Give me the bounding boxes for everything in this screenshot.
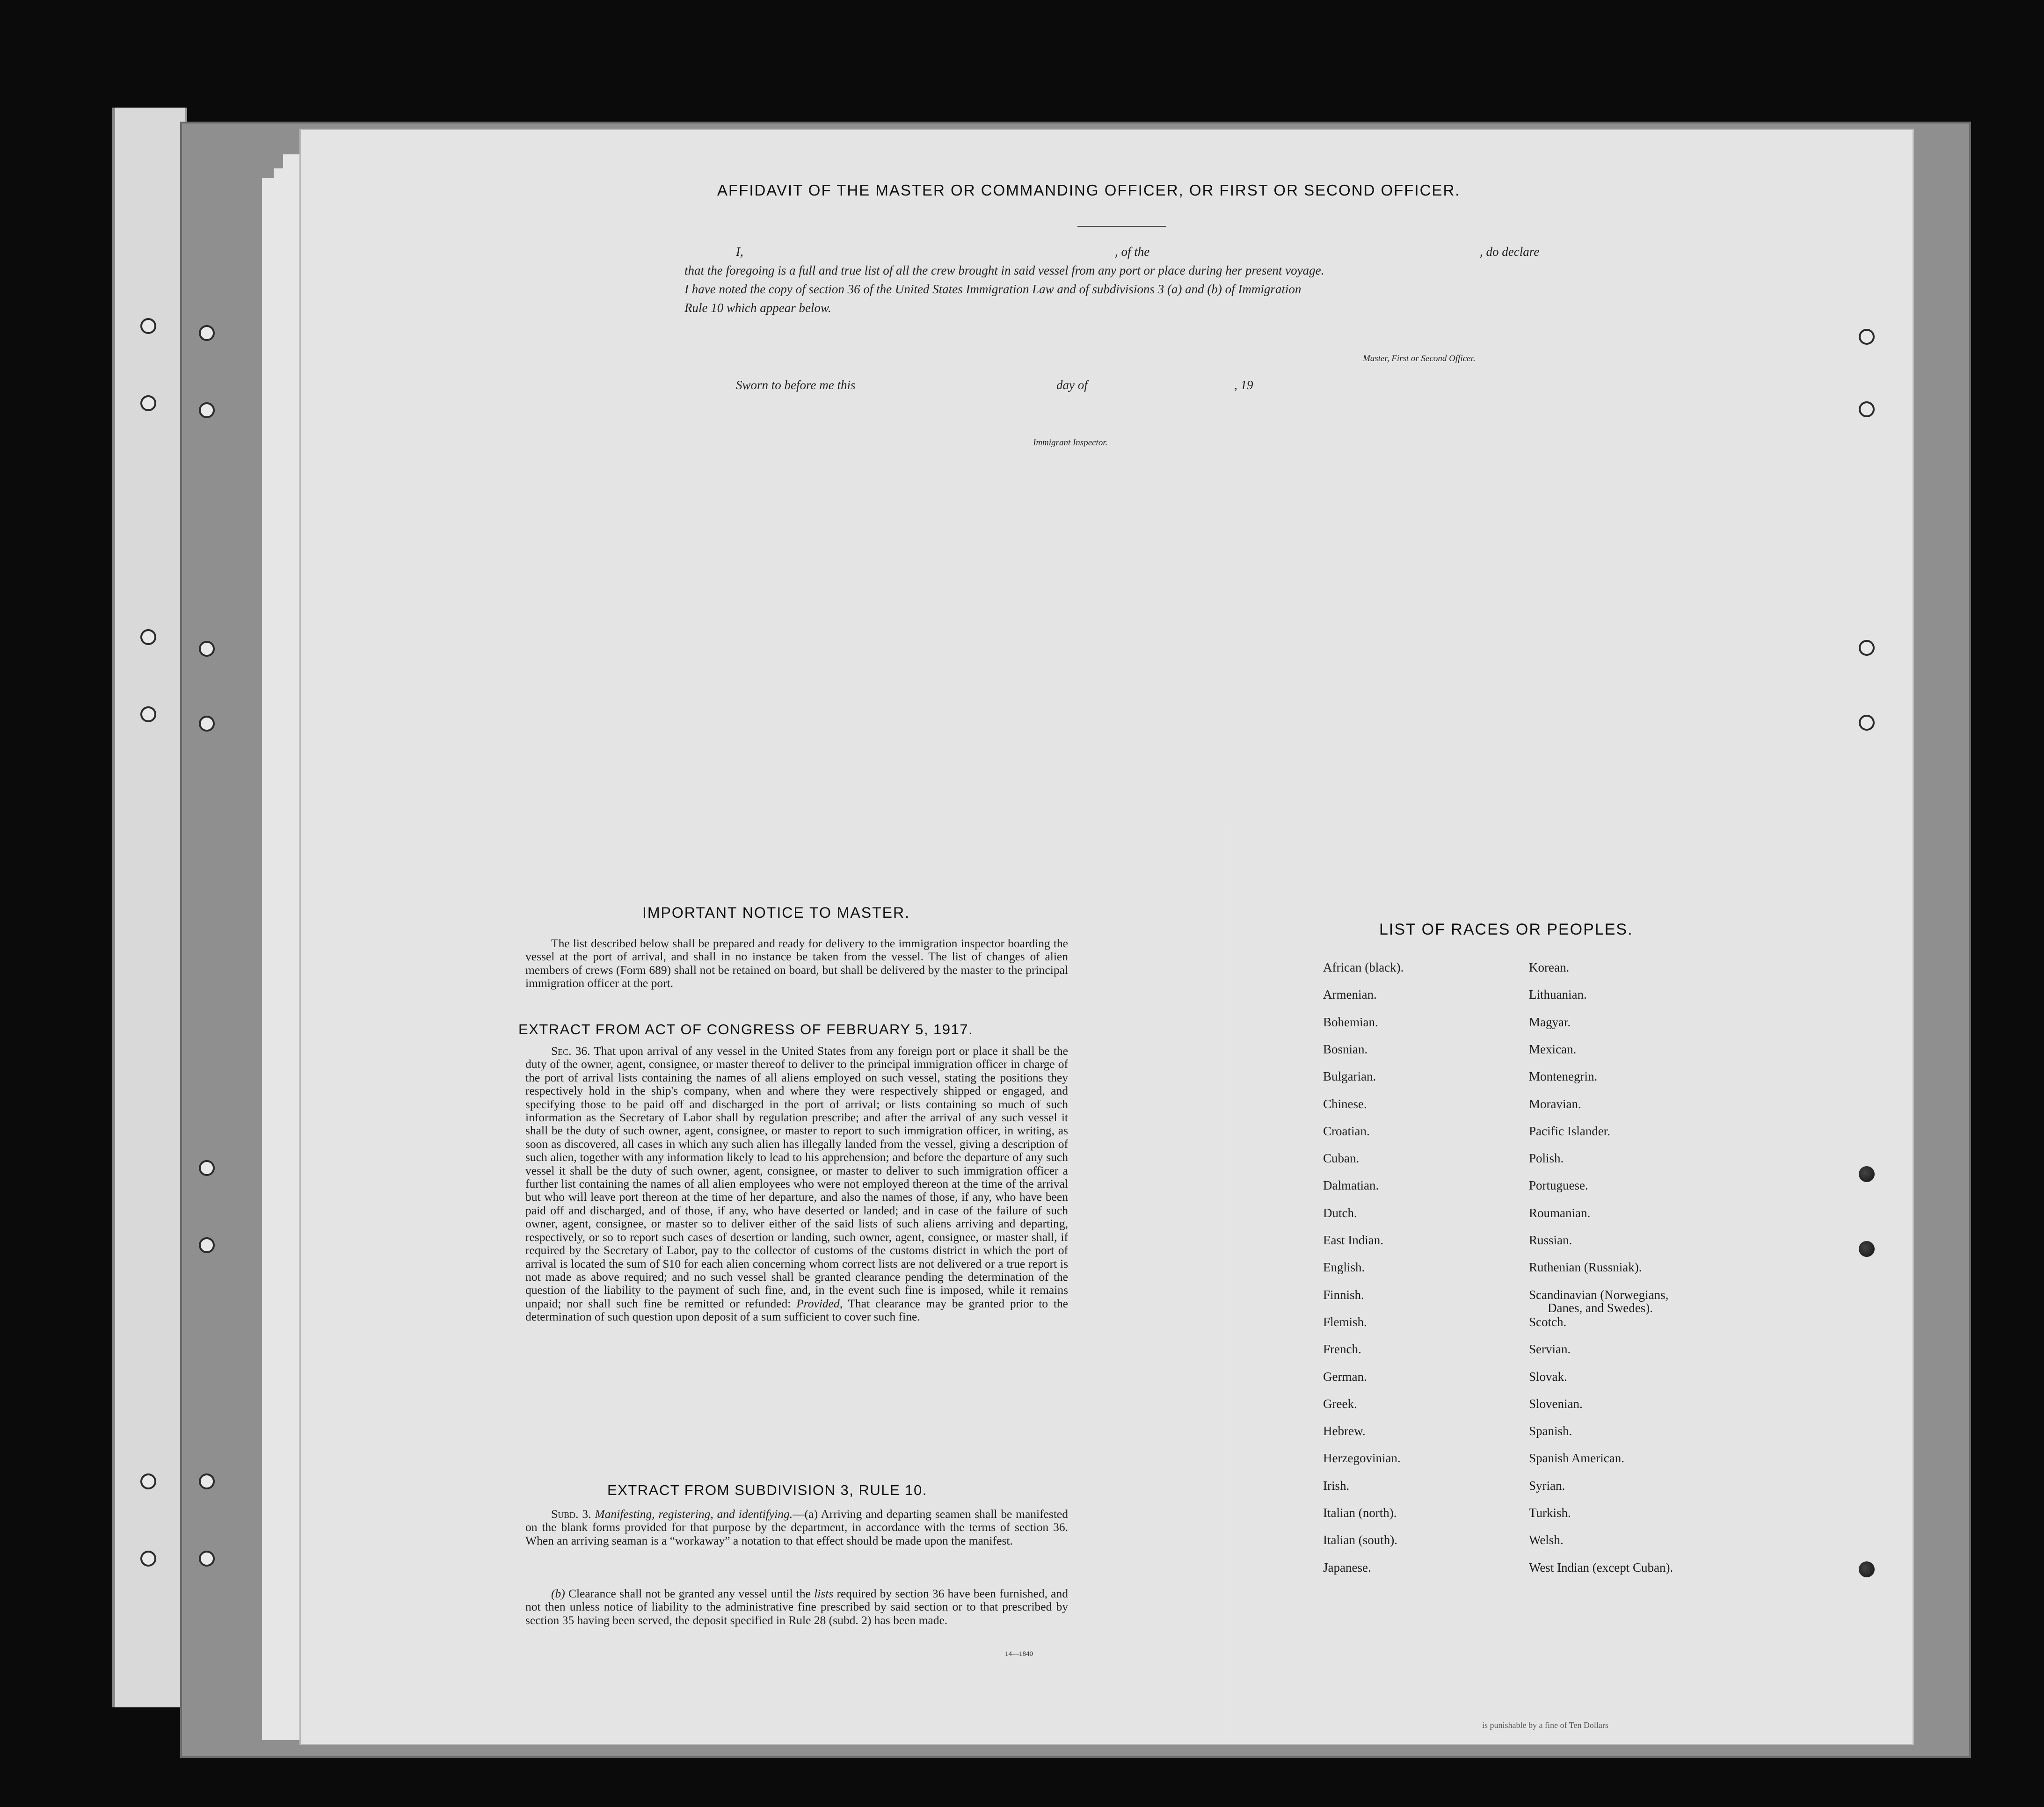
notice-text bbox=[525, 937, 1068, 990]
race-item: Pacific Islander. bbox=[1529, 1124, 1610, 1138]
extract-rule-text-a bbox=[525, 1508, 1068, 1547]
race-item: Portuguese. bbox=[1529, 1178, 1588, 1193]
race-item: Finnish. bbox=[1323, 1287, 1364, 1302]
race-item: Greek. bbox=[1323, 1396, 1357, 1411]
extract-act-text bbox=[525, 1045, 1068, 1324]
extract-rule-text-b bbox=[525, 1587, 1068, 1627]
affidavit-line-4: Rule 10 which appear below. bbox=[684, 301, 831, 315]
affidavit-title: AFFIDAVIT OF THE MASTER OR COMMANDING OFFICER, OR FIRST OR SECOND OFFICER. bbox=[717, 181, 1461, 199]
affidavit-rule bbox=[1077, 226, 1166, 227]
race-item: Spanish American. bbox=[1529, 1451, 1624, 1466]
page-hole bbox=[1859, 640, 1875, 656]
binder-hole bbox=[199, 325, 215, 341]
race-item: Welsh. bbox=[1529, 1533, 1564, 1547]
race-item: Scandinavian (Norwegians, bbox=[1529, 1287, 1669, 1302]
page-hole bbox=[1859, 1561, 1875, 1577]
race-item: Servian. bbox=[1529, 1342, 1571, 1357]
binder-hole bbox=[140, 1551, 156, 1567]
notice-body: The list described below shall be prepared and ready for delivery to the immigration inspector boarding the vessel at the port of arrival, and shall in no instance be taken from the vessel. The list of changes of alien members of crews (Form 689) shall not be retained on board, but shall be delivered by the master to the principal immigration officer at the port. bbox=[525, 936, 1068, 990]
binder-hole bbox=[199, 1473, 215, 1489]
race-item: Chinese. bbox=[1323, 1096, 1367, 1111]
page-hole bbox=[1859, 715, 1875, 731]
race-item: Turkish. bbox=[1529, 1506, 1571, 1520]
provided-word: Provided, bbox=[796, 1296, 843, 1310]
extract-rule-title: EXTRACT FROM SUBDIVISION 3, RULE 10. bbox=[607, 1482, 927, 1498]
page-hole bbox=[1859, 1241, 1875, 1257]
binder-hole bbox=[199, 402, 215, 418]
day-of-label: day of bbox=[1056, 378, 1088, 392]
race-item: Dalmatian. bbox=[1323, 1178, 1379, 1193]
master-signature-label: Master, First or Second Officer. bbox=[1363, 354, 1476, 363]
form-number: 14—1840 bbox=[1005, 1650, 1033, 1658]
race-item: Bohemian. bbox=[1323, 1015, 1378, 1029]
extract-act-body-end: That clearance may be granted prior to the determination of such question upon deposit of a sum sufficient to cover such fine. bbox=[525, 1296, 1068, 1324]
binder-hole bbox=[199, 1160, 215, 1176]
binder-hole bbox=[199, 1237, 215, 1253]
inspector-label: Immigrant Inspector. bbox=[1033, 438, 1108, 448]
binder-strip bbox=[112, 108, 187, 1707]
binder-hole bbox=[140, 318, 156, 334]
race-item: Roumanian. bbox=[1529, 1205, 1591, 1220]
rule-body-b1: Clearance shall not be granted any vessel until the bbox=[568, 1587, 811, 1600]
race-item: West Indian (except Cuban). bbox=[1529, 1560, 1673, 1575]
subd-label: Subd. 3. bbox=[551, 1507, 591, 1521]
binder-hole bbox=[140, 1473, 156, 1489]
race-item: Cuban. bbox=[1323, 1151, 1360, 1166]
race-item: Irish. bbox=[1323, 1478, 1350, 1493]
race-item: Bulgarian. bbox=[1323, 1069, 1376, 1084]
race-item: Flemish. bbox=[1323, 1314, 1367, 1329]
binder-hole bbox=[199, 1551, 215, 1567]
extract-act-title: EXTRACT FROM ACT OF CONGRESS OF FEBRUARY 5, 1917. bbox=[518, 1021, 974, 1038]
race-item: Magyar. bbox=[1529, 1015, 1571, 1029]
rule-heading: Manifesting, registering, and identifying. bbox=[595, 1507, 793, 1521]
sec-label: Sec. 36. bbox=[551, 1044, 590, 1058]
race-item: Dutch. bbox=[1323, 1205, 1357, 1220]
race-item: Korean. bbox=[1529, 960, 1570, 974]
race-item: Italian (south). bbox=[1323, 1533, 1397, 1547]
race-item: English. bbox=[1323, 1260, 1365, 1275]
manifest-back-page bbox=[299, 129, 1914, 1745]
notice-title: IMPORTANT NOTICE TO MASTER. bbox=[642, 904, 910, 921]
page-hole bbox=[1859, 401, 1875, 417]
race-item: Syrian. bbox=[1529, 1478, 1565, 1493]
affidavit-line-3: I have noted the copy of section 36 of the United States Immigration Law and of subdivisions 3 (a) and (b) of Immigration bbox=[684, 282, 1302, 296]
extract-act-body: That upon arrival of any vessel in the United States from any foreign port or place it shall be the duty of the owner, agent, consignee, or master thereof to deliver to the principal immigration officer in charge of the port of arrival lists containing the names of all aliens employed on such vessel, stating the positions they respectively hold in the ship's company, when and where they were respectively shipped or engaged, and specifying those to be paid off and discharged in the port of arrival; or lists containing so much of such information as the Secretary of Labor shall by regulation prescribe; and after the arrival of any such vessel it shall be the duty of such owner, agent, consignee, or master to report to such immigration officer, in writing, as soon as discovered, all cases in which any such alien has illegally landed from the vessel, giving a description of such alien, together with any information likely to lead to his apprehension; and before the departure of any such vessel it shall be the duty of such owner, agent, consignee, or master to deliver to such immigration officer a further list containing the names of all alien employees who were not employed thereon at the time of the arrival but who will leave port thereon at the time of her departure, and also the names of those, if any, who have been paid off and discharged, and of those, if any, who have deserted or landed; and in case of the failure of such owner, agent, consignee, or master so to deliver either of the said lists of such aliens arriving and departing, respectively, or so to report such cases of desertion or landing, such owner, agent, consignee, or master shall, if required by the Secretary of Labor, pay to the collector of customs of the customs district in which the port of arrival is located the sum of $10 for each alien concerning whom correct lists are not delivered or a true report is not made as above required; and no such vessel shall be granted clearance pending the determination of the question of the liability to the payment of such fine, and, in the event such fine is imposed, while it remains unpaid; nor shall such fine be remitted or refunded: bbox=[525, 1044, 1068, 1310]
binder-hole bbox=[199, 716, 215, 732]
affidavit-line-2: that the foregoing is a full and true list of all the crew brought in said vessel from any port or place during her present voyage. bbox=[684, 263, 1324, 277]
races-title: LIST OF RACES OR PEOPLES. bbox=[1379, 921, 1633, 938]
lists-word: lists bbox=[814, 1587, 834, 1600]
race-item: Mexican. bbox=[1529, 1042, 1577, 1056]
race-item: Polish. bbox=[1529, 1151, 1564, 1166]
race-item: Slovak. bbox=[1529, 1369, 1567, 1384]
rule-body-a: —(a) Arriving and departing seamen shall be manifested on the blank forms provided for that purpose by the department, in accordance with the terms of section 36. When an arriving seaman is a “workaway” a notation to that effect should be made upon the manifest. bbox=[525, 1507, 1068, 1547]
race-item: East Indian. bbox=[1323, 1233, 1383, 1247]
binder-hole bbox=[140, 706, 156, 722]
rule-body-b2: required by section 36 have been furnished, and not then unless notice of liability to the administrative fine prescribed by said section or to that prescribed by section 35 having been served, the deposit specified in Rule 28 (subd. 2) has been made. bbox=[525, 1587, 1068, 1627]
sworn-label: Sworn to before me this bbox=[736, 378, 856, 392]
binder-hole bbox=[140, 629, 156, 645]
year-label: , 19 bbox=[1234, 378, 1253, 392]
affidavit-of-the: , of the bbox=[1115, 245, 1150, 259]
page-hole bbox=[1859, 1166, 1875, 1182]
affidavit-i: I, bbox=[736, 245, 743, 259]
binder-hole bbox=[199, 641, 215, 657]
race-item: Spanish. bbox=[1529, 1424, 1572, 1438]
race-item: African (black). bbox=[1323, 960, 1404, 974]
rule-b-label: (b) bbox=[551, 1587, 565, 1600]
affidavit-do-declare: , do declare bbox=[1480, 245, 1540, 259]
page-hole bbox=[1859, 329, 1875, 345]
race-item: German. bbox=[1323, 1369, 1367, 1384]
bottom-partial-text: is punishable by a fine of Ten Dollars bbox=[1482, 1720, 1608, 1730]
race-item: Ruthenian (Russniak). bbox=[1529, 1260, 1642, 1275]
race-item: Armenian. bbox=[1323, 987, 1377, 1002]
race-item: Croatian. bbox=[1323, 1124, 1370, 1138]
race-item: Montenegrin. bbox=[1529, 1069, 1598, 1084]
race-item: French. bbox=[1323, 1342, 1361, 1357]
race-item: Moravian. bbox=[1529, 1096, 1581, 1111]
race-item: Japanese. bbox=[1323, 1560, 1371, 1575]
race-item: Danes, and Swedes). bbox=[1548, 1300, 1653, 1315]
race-item: Hebrew. bbox=[1323, 1424, 1366, 1438]
race-item: Italian (north). bbox=[1323, 1506, 1397, 1520]
race-item: Russian. bbox=[1529, 1233, 1572, 1247]
race-item: Slovenian. bbox=[1529, 1396, 1583, 1411]
race-item: Herzegovinian. bbox=[1323, 1451, 1401, 1466]
race-item: Lithuanian. bbox=[1529, 987, 1587, 1002]
binder-hole bbox=[140, 395, 156, 411]
race-item: Scotch. bbox=[1529, 1314, 1567, 1329]
race-item: Bosnian. bbox=[1323, 1042, 1368, 1056]
